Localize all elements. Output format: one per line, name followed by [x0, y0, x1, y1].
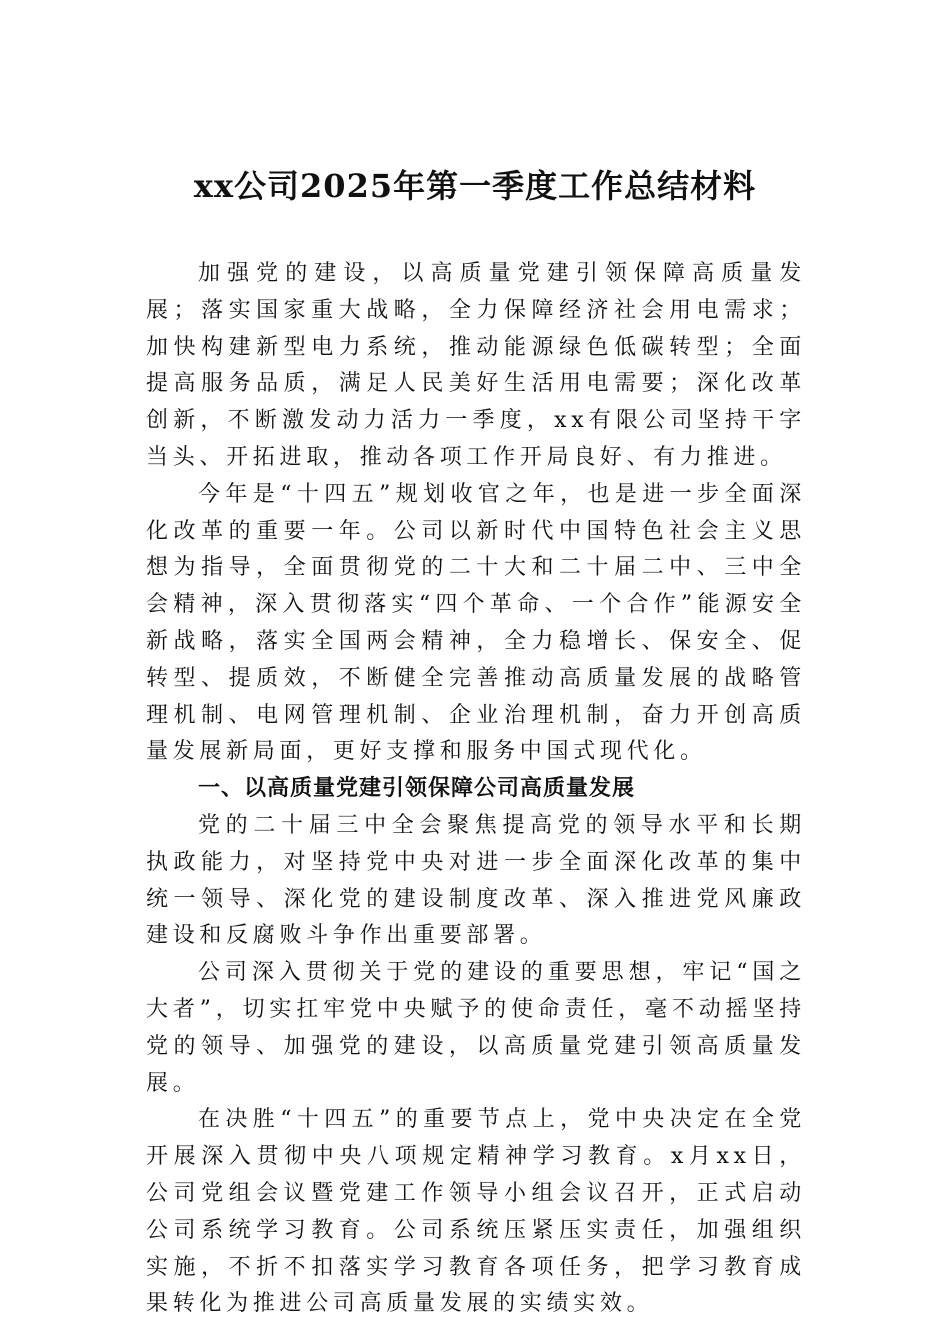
paragraph: 加强党的建设，以高质量党建引领保障高质量发展；落实国家重大战略，全力保障经济社会用电需求；加快构建新型电力系统，推动能源绿色低碳转型；全面提高服务品质，满足人民美好生活用电需要；深化改革创新，不断激发动力活力一季度，xx有限公司坚持干字当头、开拓进取，推动各项工作开局良好、有力推进。 — [146, 261, 806, 470]
document-body — [146, 256, 806, 1323]
paragraph: 今年是“十四五”规划收官之年，也是进一步全面深化改革的重要一年。公司以新时代中国特色社会主义思想为指导，全面贯彻党的二十大和二十届二中、三中全会精神，深入贯彻落实“四个革命、一个合作”能源安全新战略，落实全国两会精神，全力稳增长、保安全、促转型、提质效，不断健全完善推动高质量发展的战略管理机制、电网管理机制、企业治理机制，奋力开创高质量发展新局面，更好支撑和服务中国式现代化。 — [146, 481, 806, 765]
document-title: xx公司2025年第一季度工作总结材料 — [193, 167, 757, 205]
paragraph: 党的二十届三中全会聚焦提高党的领导水平和长期执政能力，对坚持党中央对进一步全面深化改革的集中统一领导、深化党的建设制度改革、深入推进党风廉政建设和反腐败斗争作出重要部署。 — [146, 812, 806, 949]
paragraph: 公司深入贯彻关于党的建设的重要思想，牢记“国之大者”，切实扛牢党中央赋予的使命责任，毫不动摇坚持党的领导、加强党的建设，以高质量党建引领高质量发展。 — [146, 960, 806, 1096]
paragraph: 在决胜“十四五”的重要节点上，党中央决定在全党开展深入贯彻中央八项规定精神学习教育。x月xx日，公司党组会议暨党建工作领导小组会议召开，正式启动公司系统学习教育。公司系统压紧压实责任，加强组织实施，不折不扣落实学习教育各项任务，把学习教育成果转化为推进公司高质量发展的实绩实效。 — [146, 1107, 806, 1317]
section-heading: 一、以高质量党建引领保障公司高质量发展 — [198, 776, 636, 802]
